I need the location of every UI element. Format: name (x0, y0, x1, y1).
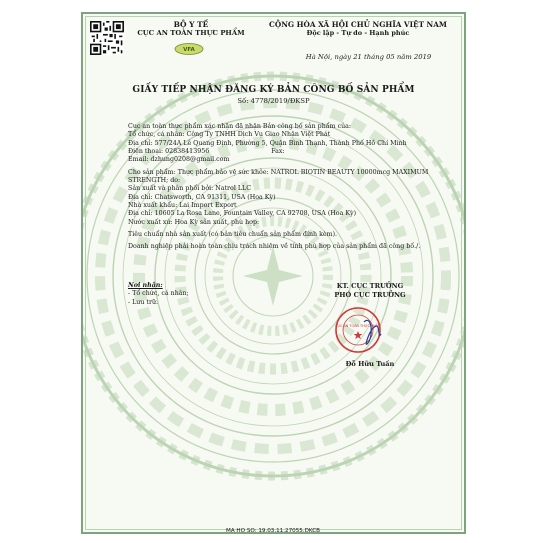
email-line: Email: dzhung0208@gmail.com (128, 156, 230, 164)
dossier-code: MA HO SO: 19.03.11.27055.DKCB (226, 528, 321, 534)
exporter-line: Nhà xuất khẩu: Lai Import Export (128, 202, 237, 210)
seal-text: CỤC AN TOÀN THỰC PHẨM (335, 324, 381, 328)
intro-line: Cục an toàn thực phẩm xác nhận đã nhận Bản công bố sản phẩm của: (128, 123, 352, 130)
signature-title-1: KT. CỤC TRƯỞNG (336, 282, 404, 290)
issuing-agency (131, 20, 251, 38)
organization-line: Tổ chức, cá nhân: Công Ty TNHH Dịch Vụ Giao Nhận Việt Phát (128, 131, 331, 139)
recipient-item: - Tổ chức, cá nhân; (128, 290, 189, 298)
product-line: Cho sản phẩm: Thực phẩm bảo vệ sức khỏe: NATROL BIOTIN BEAUTY 10000mcg MAXIMUM STRENGTH; do: (128, 168, 429, 185)
signature-block (315, 282, 425, 300)
origin-line: Nước xuất xứ: Hoa Kỳ sản xuất, phù hợp: (128, 218, 260, 226)
fax-line: Fax: (271, 148, 285, 156)
manufacturer-address-line: Địa chỉ: Chatsworth, CA 91311, USA (Hoa Kỳ) (128, 193, 276, 201)
manufacturer-line: Sản xuất và phân phối bởi: Natrol LLC (128, 185, 252, 193)
national-header (255, 20, 461, 38)
signature-title-2: PHÓ CỤC TRƯỞNG (334, 290, 406, 299)
issue-date: Hà Nội, ngày 21 tháng 05 năm 2019 (305, 53, 432, 61)
standard-line: Tiêu chuẩn nhà sản xuất (có bản tiêu chuẩn sản phẩm đính kèm). (128, 231, 338, 239)
recipients-block (128, 282, 248, 307)
national-motto: Độc lập - Tự do - Hạnh phúc (306, 29, 410, 37)
qr-code[interactable] (90, 21, 124, 55)
phone-line: Điện thoại: 02838413956 (128, 148, 210, 156)
logo-text: VFA (183, 47, 195, 54)
document-body (128, 123, 453, 252)
document-number: Số: 4778/2019/ĐKSP (237, 97, 310, 105)
recipients-heading: Nơi nhận: (128, 282, 163, 289)
agency-logo (174, 43, 204, 55)
agency-name: CỤC AN TOÀN THỰC PHẨM (137, 29, 245, 37)
responsibility-line: Doanh nghiệp phải hoàn toàn chịu trách nhiệm về tính phù hợp của sản phẩm đã công bố./. (128, 243, 421, 251)
document-title: GIẤY TIẾP NHẬN ĐĂNG KÝ BẢN CÔNG BỐ SẢN PHẨM (132, 85, 415, 95)
certificate-sheet (81, 12, 466, 534)
ministry-name: BỘ Y TẾ (173, 20, 209, 29)
signer-name: Đỗ Hữu Tuấn (345, 360, 395, 368)
address-line: Địa chỉ: 577/24A Lê Quang Định, Phường 5, Quận Bình Thạnh, Thành Phố Hồ Chí Minh (128, 139, 407, 147)
recipient-item: - Lưu trữ. (128, 298, 159, 306)
country-name: CỘNG HÒA XÃ HỘI CHỦ NGHĨA VIỆT NAM (269, 20, 447, 29)
exporter-address-line: Địa chỉ: 10605 La Rosa Lane, Fountain Valley, CA 92708, USA (Hoa Kỳ) (128, 210, 357, 218)
official-seal (334, 304, 386, 356)
contact-line (128, 148, 453, 156)
